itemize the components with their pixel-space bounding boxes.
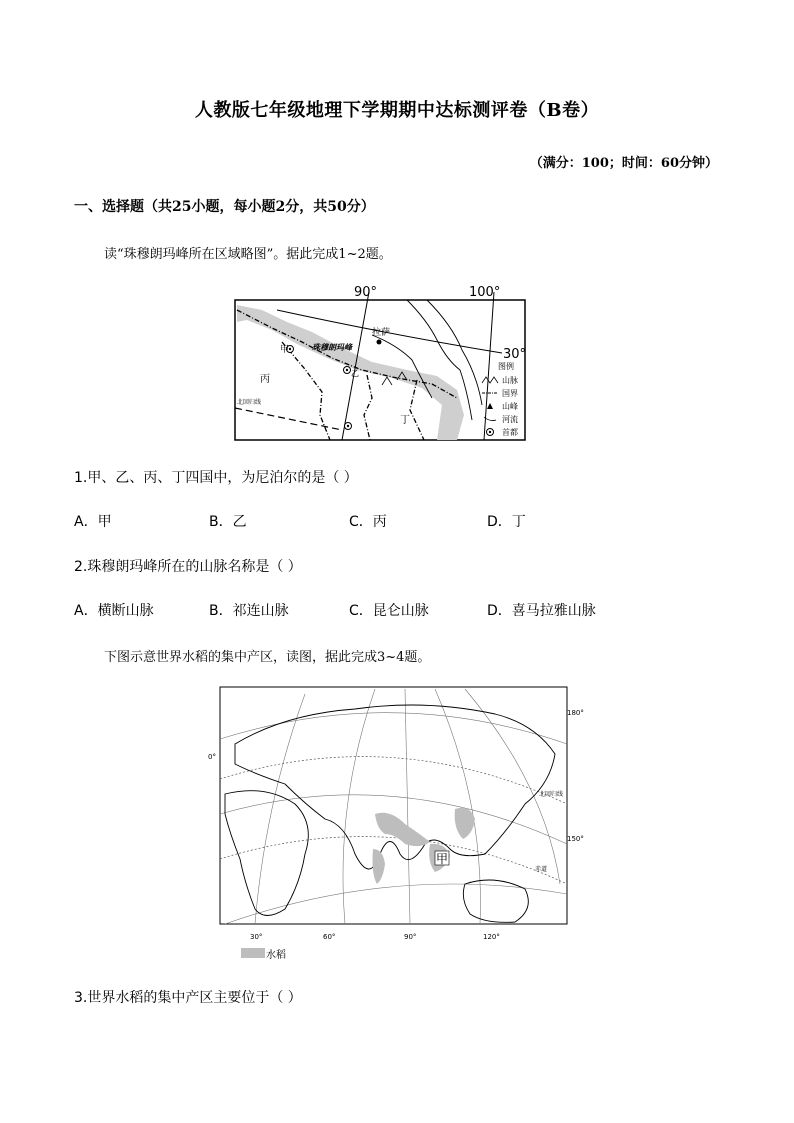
question-3: 3.世界水稻的集中产区主要位于（ ）	[74, 990, 302, 1006]
question-1: 1.甲、乙、丙、丁四国中，为尼泊尔的是（ ）	[74, 470, 358, 486]
section-heading: 一、选择题（共25小题，每小题2分，共50分）	[74, 199, 375, 215]
q1-option-a: A．甲	[74, 514, 112, 530]
country-bing: 丙	[260, 374, 270, 385]
marker-jia: 甲	[436, 852, 449, 866]
intro-2: 下图示意世界水稻的集中产区，读图，据此完成3~4题。	[104, 650, 431, 665]
label-180deg: 180°	[567, 709, 584, 717]
q1-option-d: D．丁	[487, 514, 526, 530]
lon-120: 120°	[483, 933, 500, 941]
rice-production-map	[205, 684, 585, 968]
q1-option-c: C．丙	[349, 514, 387, 530]
lhasa-label: 拉萨	[372, 328, 391, 338]
page-title: 人教版七年级地理下学期期中达标测评卷（B卷）	[194, 100, 600, 121]
lon-90-label: 90°	[354, 285, 378, 300]
exam-meta: （满分：100；时间：60分钟）	[529, 156, 718, 171]
q2-option-d: D．喜马拉雅山脉	[487, 603, 596, 619]
lon-30: 30°	[250, 933, 263, 941]
q2-option-a: A．横断山脉	[74, 603, 154, 619]
intro-1: 读“珠穆朗玛峰所在区域略图”。据此完成1~2题。	[104, 247, 392, 262]
question-2: 2.珠穆朗玛峰所在的山脉名称是（ ）	[74, 559, 302, 575]
q1-option-b: B．乙	[209, 514, 247, 530]
tropic-label: 北回归线	[237, 399, 262, 406]
svg-text:山脉: 山脉	[502, 376, 518, 385]
map2-frame	[220, 687, 567, 924]
lon-100-label: 100°	[469, 285, 501, 300]
everest-label: 珠穆朗玛峰	[312, 343, 352, 352]
svg-text:国界: 国界	[502, 389, 518, 398]
label-150deg: 150°	[567, 835, 584, 843]
equator-label: 赤道	[535, 866, 548, 873]
q2-option-b: B．祁连山脉	[209, 603, 289, 619]
lat-30-label: 30°	[503, 347, 527, 362]
svg-text:山峰: 山峰	[502, 402, 518, 411]
lhasa-dot	[377, 340, 382, 345]
country-jia: 甲	[280, 345, 290, 355]
label-0deg: 0°	[208, 753, 216, 761]
legend-title: 图例	[498, 362, 514, 371]
lon-90: 90°	[404, 933, 417, 941]
tropic-label-2: 北回归线	[539, 791, 564, 798]
legend-rice-swatch	[241, 948, 265, 958]
country-ding: 丁	[400, 415, 410, 426]
legend-rice-label: 水稻	[266, 950, 286, 961]
svg-text:河流: 河流	[502, 415, 518, 424]
q2-option-c: C．昆仑山脉	[349, 603, 429, 619]
everest-region-map	[232, 280, 532, 445]
svg-text:首都: 首都	[502, 428, 518, 437]
lon-60: 60°	[323, 933, 336, 941]
country-yi: 乙	[351, 369, 359, 378]
